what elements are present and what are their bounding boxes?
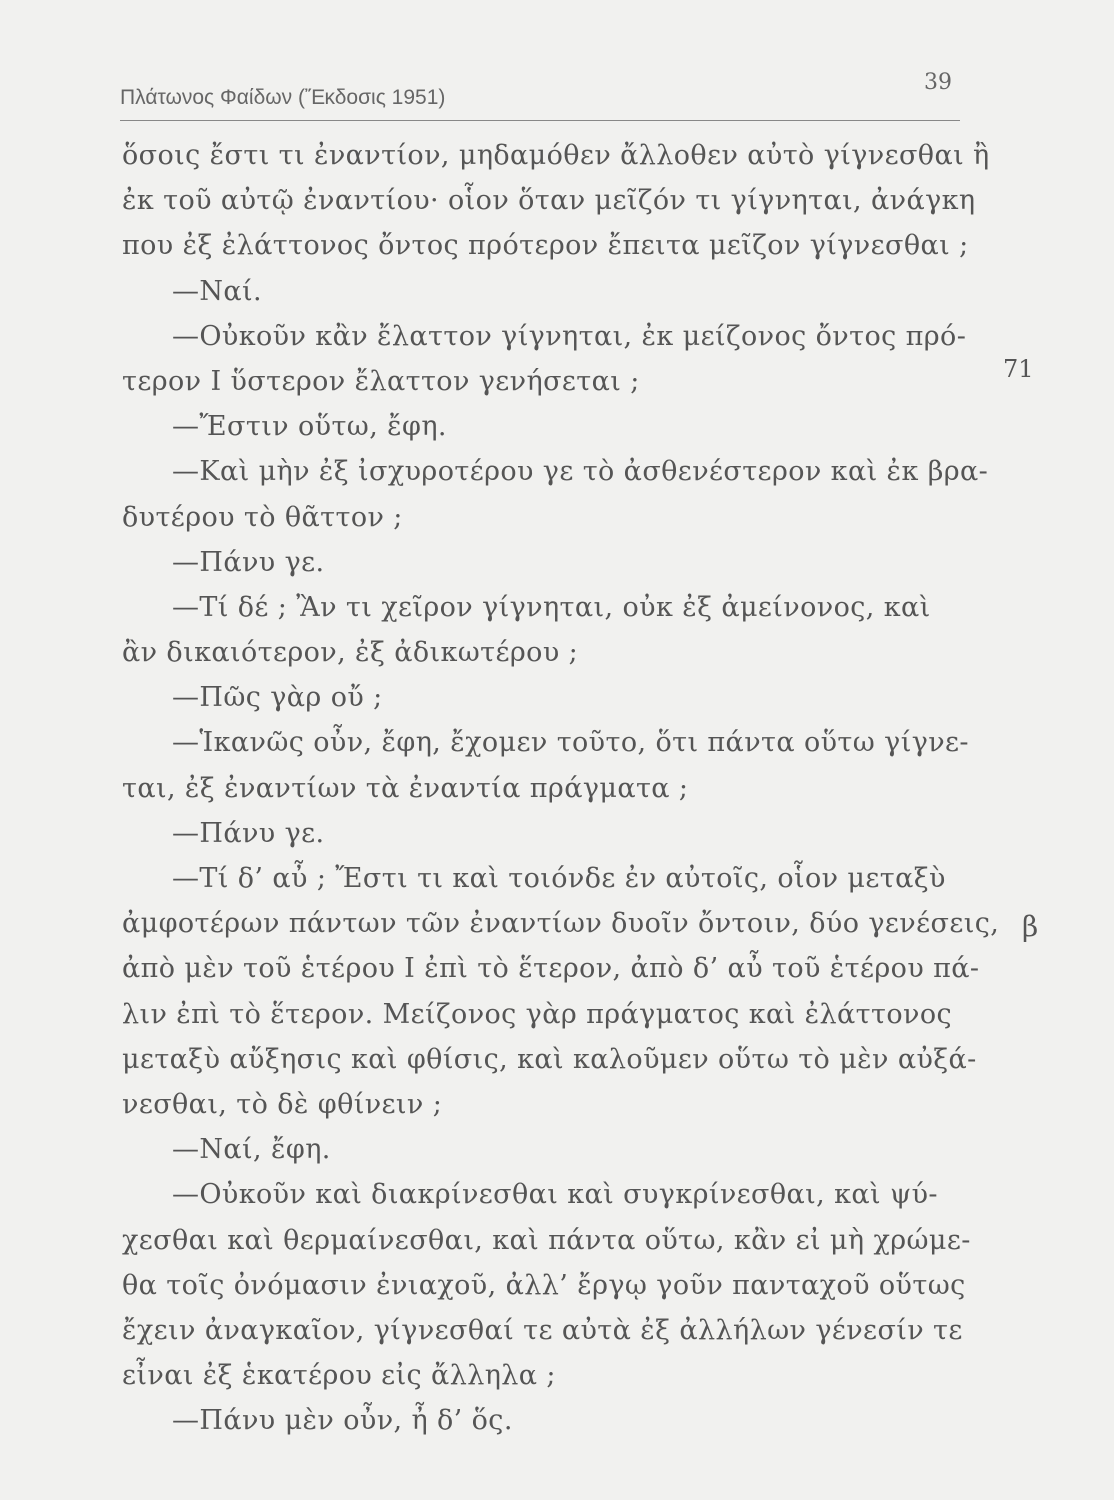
text-line: —Οὐκοῦν καὶ διακρίνεσθαι καὶ συγκρίνεσθαι, καὶ ψύ-: [172, 1179, 938, 1211]
text-line: —Τί δέ ; Ἂν τι χεῖρον γίγνηται, οὐκ ἐξ ἀμείνονος, καὶ: [172, 591, 931, 623]
text-line: —Πάνυ μὲν οὖν, ἦ δ’ ὅς.: [172, 1405, 513, 1437]
text-line: —Οὐκοῦν κἂν ἔλαττον γίγνηται, ἐκ μείζονος ὄντος πρό-: [172, 320, 967, 352]
text-line: λιν ἐπὶ τὸ ἕτερον. Μείζονος γὰρ πράγματος καὶ ἐλάττονος: [122, 998, 952, 1030]
text-line: —Καὶ μὴν ἐξ ἰσχυροτέρου γε τὸ ἀσθενέστερον καὶ ἐκ βρα-: [172, 456, 989, 488]
text-line: —Πάνυ γε.: [172, 546, 325, 578]
text-line: ἀμφοτέρων πάντων τῶν ἐναντίων δυοῖν ὄντοιν, δύο γενέσεις,: [122, 908, 1000, 940]
text-line: νεσθαι, τὸ δὲ φθίνειν ;: [122, 1088, 443, 1120]
text-line: που ἐξ ἐλάττονος ὄντος πρότερον ἔπειτα μεῖζον γίγνεσθαι ;: [122, 230, 969, 262]
text-line: θα τοῖς ὀνόμασιν ἐνιαχοῦ, ἀλλ’ ἔργῳ γοῦν πανταχοῦ οὕτως: [122, 1269, 966, 1301]
running-header: [120, 70, 960, 121]
text-line: ὅσοις ἔστι τι ἐναντίον, μηδαμόθεν ἄλλοθεν αὐτὸ γίγνεσθαι ἢ: [122, 140, 990, 171]
text-line: ται, ἐξ ἐναντίων τὰ ἐναντία πράγματα ;: [122, 772, 689, 804]
text-line: ἂν δικαιότερον, ἐξ ἀδικωτέρου ;: [122, 637, 579, 669]
text-line: —Τί δ’ αὖ ; Ἔστι τι καὶ τοιόνδε ἐν αὐτοῖς, οἷον μεταξὺ: [172, 863, 946, 894]
text-line: δυτέρου τὸ θᾶττον ;: [122, 501, 403, 533]
text-line: εἶναι ἐξ ἑκατέρου εἰς ἄλληλα ;: [122, 1360, 556, 1392]
text-line: ἔχειν ἀναγκαῖον, γίγνεσθαί τε αὐτὰ ἐξ ἀλλήλων γένεσίν τε: [122, 1314, 963, 1346]
text-line: —Πῶς γὰρ οὔ ;: [172, 682, 383, 714]
text-line: χεσθαι καὶ θερμαίνεσθαι, καὶ πάντα οὕτω, κἂν εἰ μὴ χρώμε-: [122, 1224, 971, 1256]
page-number: 39: [924, 70, 952, 95]
text-line: —Ἔστιν οὕτω, ἔφη.: [172, 411, 447, 443]
text-line: τερον Ι ὕστερον ἔλαττον γενήσεται ;: [122, 365, 640, 397]
text-line: μεταξὺ αὔξησις καὶ φθίσις, καὶ καλοῦμεν οὕτω τὸ μὲν αὐξά-: [122, 1043, 977, 1075]
text-line: —Ναί, ἔφη.: [172, 1134, 331, 1166]
text-line: —Ἱκανῶς οὖν, ἔφη, ἔχομεν τοῦτο, ὅτι πάντα οὕτω γίγνε-: [172, 727, 969, 759]
text-line: —Πάνυ γε.: [172, 817, 325, 849]
text-line: —Ναί.: [172, 275, 263, 307]
text-line: ἀπὸ μὲν τοῦ ἑτέρου Ι ἐπὶ τὸ ἕτερον, ἀπὸ δ’ αὖ τοῦ ἑτέρου πά-: [122, 953, 980, 985]
greek-text-body: [122, 133, 1000, 1443]
margin-section-number: 71: [1003, 355, 1034, 383]
margin-section-letter: β: [1022, 910, 1039, 943]
text-line: ἐκ τοῦ αὐτῷ ἐναντίου· οἷον ὅταν μεῖζόν τι γίγνηται, ἀνάγκη: [122, 185, 976, 217]
header-title: Πλάτωνος Φαίδων (Ἔκδοσις 1951): [120, 86, 446, 109]
